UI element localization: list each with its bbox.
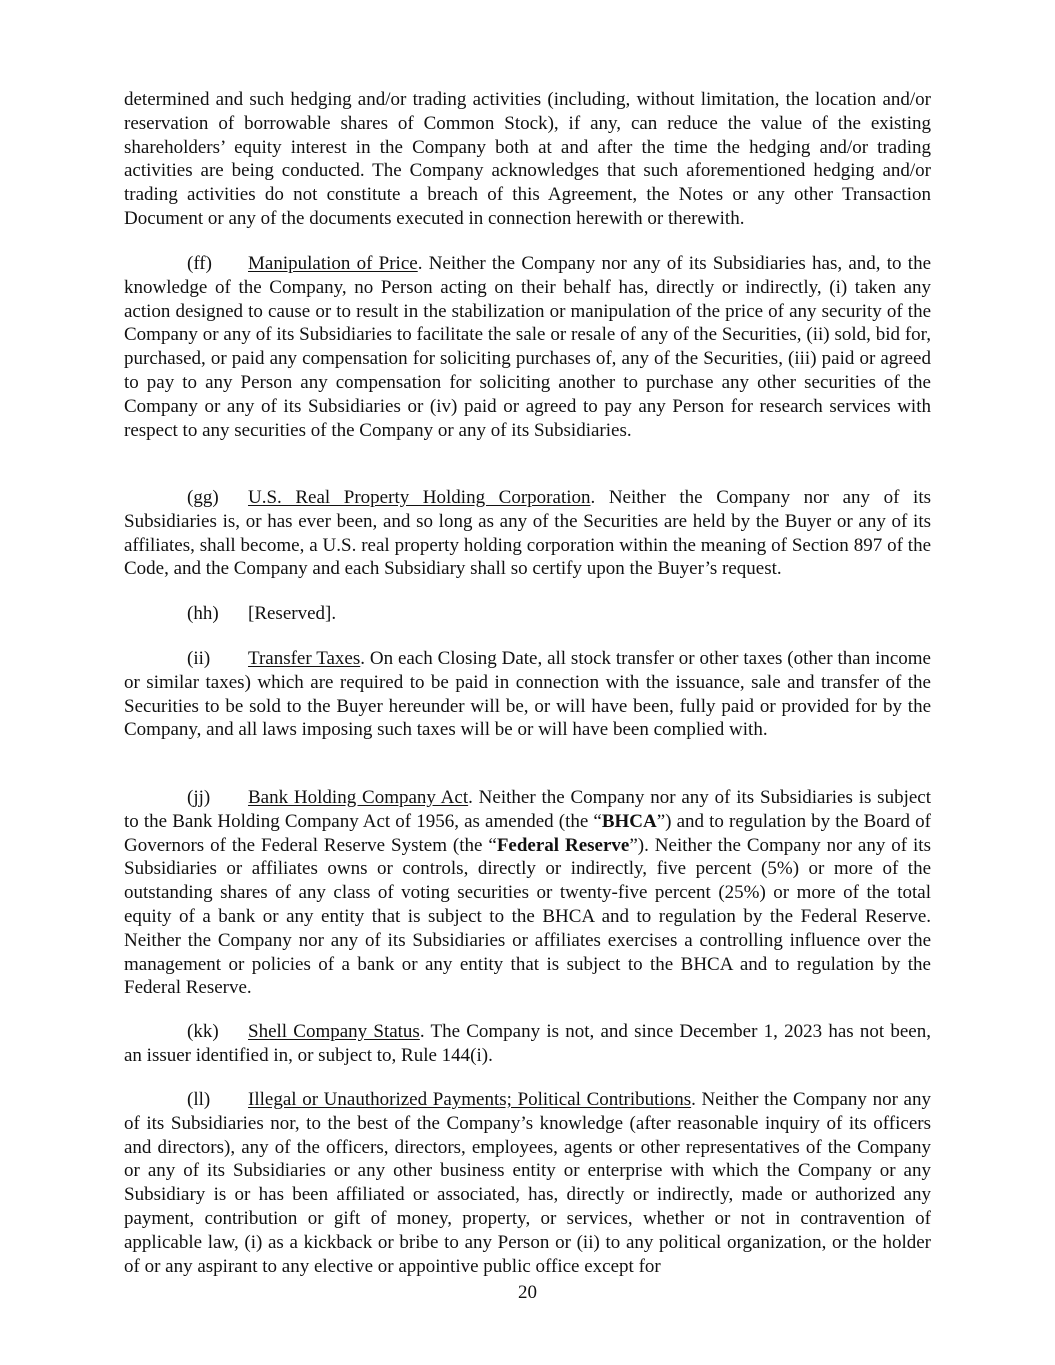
defined-term-bhca: BHCA [601,810,657,832]
page-number: 20 [518,1282,537,1303]
section-heading: Transfer Taxes [248,648,361,669]
section-number: (ll) [187,1089,211,1110]
section-number: (ii) [187,648,211,669]
section-number: (kk) [187,1021,219,1042]
section-heading: Shell Company Status [248,1021,420,1042]
section-text: . Neither the Company nor any of its Subsidiaries has, and, to the knowledge of the Company, no Person acting on their behalf has, directly or indirectly, (i) taken any action designed to cause or to result in the stabilization or manipulation of the price of any security of the Company or any of its Subsidiaries to facilitate the sale or resale of any of the Securities, (ii) sold, bid for, purchased, or paid any compensation for soliciting purchases of, any of the Securities, (iii) paid or agreed to pay to any Person any compensation for soliciting another to purchase any other securities of the Company or any of its Subsidiaries or (iv) paid or agreed to pay any Person for research services with respect to any securities of the Company or any of its Subsidiaries. [124,253,931,441]
section-number: (gg) [187,487,219,508]
defined-term-federal-reserve: Federal Reserve [496,834,630,856]
section-heading: Manipulation of Price [248,253,418,274]
section-number: (jj) [187,787,211,808]
section-number: (hh) [187,603,219,624]
section-heading: Bank Holding Company Act [248,787,469,808]
section-text: ”) and to regulation by the Board of Governors of the Federal Reserve System (the “ [124,810,931,856]
section-ff [124,252,931,442]
section-ll [124,1088,931,1278]
section-text: [Reserved]. [248,603,337,624]
section-gg [124,486,931,581]
continuation-paragraph: determined and such hedging and/or trading activities (including, without limitation, the location and/or reservation of borrowable shares of Common Stock), if any, can reduce the value of the existing shareholders’ equity interest in the Company both at and after the time the hedging and/or trading activities are being conducted. The Company acknowledges that such aforementioned hedging and/or trading activities do not constitute a breach of this Agreement, the Notes or any other Transaction Document or any of the documents executed in connection herewith or therewith. [124,89,931,229]
section-heading: Illegal or Unauthorized Payments; Political Contributions [248,1089,692,1110]
section-text: . Neither the Company nor any of its Subsidiaries is, or has ever been, and so long as any of the Securities are held by the Buyer or any of its affiliates, shall become, a U.S. real property holding corporation within the meaning of Section 897 of the Code, and the Company and each Subsidiary shall so certify upon the Buyer’s request. [124,487,931,580]
section-text: ”). Neither the Company nor any of its Subsidiaries or affiliates owns or controls, directly or indirectly, five percent (5%) or more of the outstanding shares of any class of voting securities or twenty-five percent (25%) or more of the total equity of a bank or any entity that is subject to the BHCA and to regulation by the Federal Reserve. Neither the Company nor any of its Subsidiaries or affiliates exercises a controlling influence over the management or policies of a bank or any entity that is subject to the BHCA and to regulation by the Federal Reserve. [124,834,931,999]
section-kk [124,1020,931,1068]
section-number: (ff) [187,253,212,274]
section-heading: U.S. Real Property Holding Corporation [248,487,591,508]
section-jj [124,786,931,1000]
section-text: . On each Closing Date, all stock transfer or other taxes (other than income or similar taxes) which are required to be paid in connection with the issuance, sale and transfer of the Securities to be sold to the Buyer hereunder will be, or will have been, fully paid or provided for by the Company, and all laws imposing such taxes will be or will have been complied with. [124,648,931,741]
section-text: . Neither the Company nor any of its Subsidiaries is subject to the Bank Holding Company Act of 1956, as amended (the “ [124,787,932,832]
section-hh [124,602,931,626]
section-text: . The Company is not, and since December 1, 2023 has not been, an issuer identified in, or subject to, Rule 144(i). [124,1021,931,1066]
section-ii [124,647,931,742]
section-text: . Neither the Company nor any of its Subsidiaries nor, to the best of the Company’s knowledge (after reasonable inquiry of its officers and directors), any of the officers, directors, employees, agents or other representatives of the Company or any of its Subsidiaries or any other business entity or enterprise with which the Company or any Subsidiary is or has been affiliated or associated, has, directly or indirectly, made or authorized any payment, contribution or gift of money, property, or services, whether or not in contravention of applicable law, (i) as a kickback or bribe to any Person or (ii) to any political organization, or the holder of or any aspirant to any elective or appointive public office except for [124,1089,931,1277]
